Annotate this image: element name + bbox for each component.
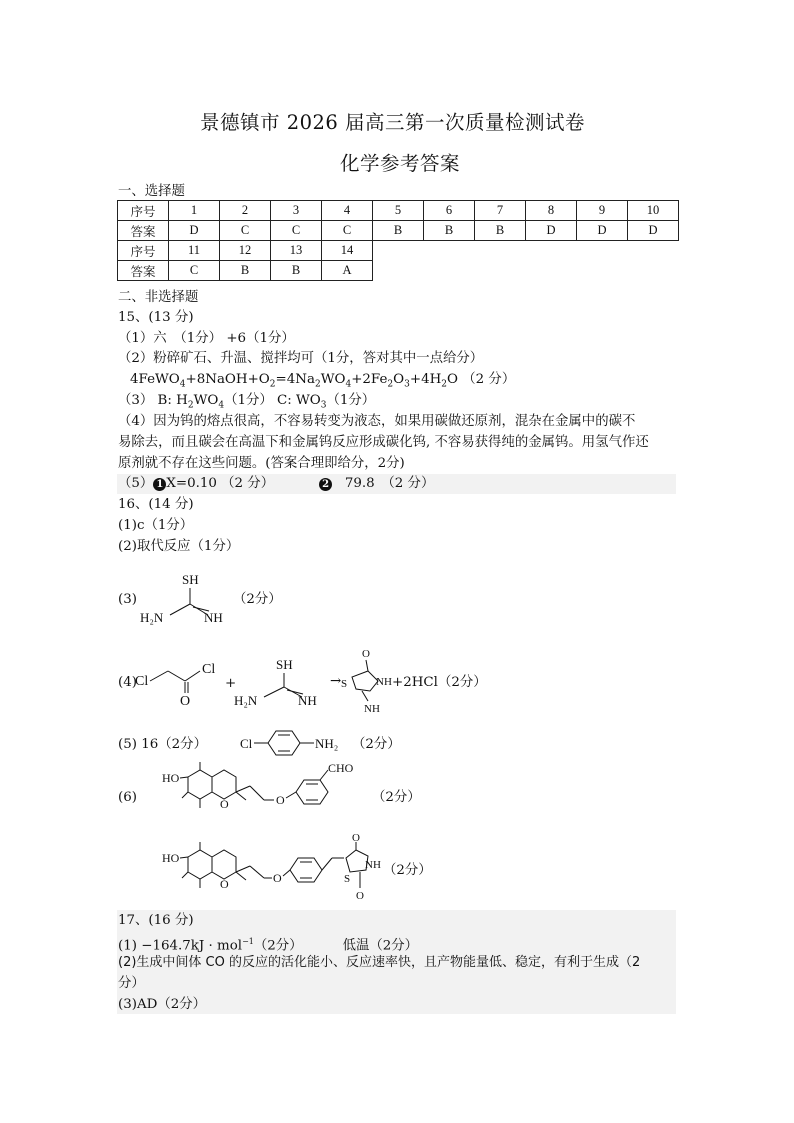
q16-part5-label: (5) 16（2分） (118, 737, 207, 752)
table-cell: A (322, 261, 373, 281)
table-cell: 6 (424, 201, 475, 221)
table-cell: 13 (271, 241, 322, 261)
table-row (118, 261, 679, 281)
table-cell: B (220, 261, 271, 281)
svg-text:O: O (273, 871, 282, 885)
q16-part7-score: （2分） (383, 863, 432, 878)
q15-line2: （2）粉碎矿石、升温、搅拌均可（1分，答对其中一点给分） (118, 351, 484, 366)
q16-part6-label: (6) (118, 790, 137, 805)
table-cell: 5 (373, 201, 424, 221)
circled-2-icon: 2 (319, 478, 332, 491)
svg-text:Cl: Cl (135, 674, 149, 689)
page-title: 景德镇市 2026 届高三第一次质量检测试卷 (200, 111, 586, 134)
thiourea-structure (234, 655, 334, 715)
svg-text:CHO: CHO (328, 761, 354, 775)
table-cell: C (169, 261, 220, 281)
table-cell: 答案 (118, 221, 169, 241)
q15-heading: 15、(13 分) (118, 310, 194, 325)
iminothiazolidinone-structure (338, 645, 398, 715)
svg-text:H₂N: H₂N (234, 693, 258, 708)
table-cell: C (322, 221, 373, 241)
q17-line2: (2)生成中间体 CO 的反应的活化能小、反应速率快，且产物能量低、稳定，有利于生成（2 (118, 955, 641, 970)
q16-part4-tail: +2HCl（2分） (392, 675, 487, 690)
svg-text:HO: HO (162, 851, 180, 865)
svg-text:S: S (341, 678, 348, 690)
table-cell: 序号 (118, 241, 169, 261)
page-subtitle: 化学参考答案 (340, 152, 461, 175)
table-row (118, 221, 679, 241)
table-row (118, 241, 679, 261)
table-cell: 1 (169, 201, 220, 221)
q17-line4: (3)AD（2分） (118, 997, 207, 1012)
table-cell: B (475, 221, 526, 241)
q15-equation: $4FeWO_4+8NaOH+O_2=4Na_2WO_4+2Fe_2O_3+4H_2O$ （2 分） (130, 372, 516, 390)
table-cell: B (271, 261, 322, 281)
svg-text:O: O (180, 694, 191, 709)
q17-line3: 分） (118, 976, 145, 991)
thiazolidinedione-product-structure (160, 832, 395, 902)
svg-text:NH: NH (204, 610, 223, 625)
svg-text:NH: NH (376, 676, 392, 688)
svg-text:O: O (220, 797, 229, 811)
table-cell: 11 (169, 241, 220, 261)
table-cell: 12 (220, 241, 271, 261)
thiourea-structure (140, 570, 240, 630)
svg-text:HO: HO (162, 771, 180, 785)
table-cell: 2 (220, 201, 271, 221)
reaction-arrow: → (330, 674, 342, 689)
q16-heading: 16、(14 分) (118, 497, 194, 512)
table-cell: 序号 (118, 201, 169, 221)
table-cell: D (577, 221, 628, 241)
chromane-aldehyde-structure (160, 762, 380, 824)
table-cell: 8 (526, 201, 577, 221)
svg-text:NH₂: NH₂ (315, 736, 339, 751)
table-cell: 9 (577, 201, 628, 221)
q16-line1: (1)c（1分） (118, 518, 194, 533)
answer-table (117, 200, 679, 281)
q17-line1: (1) −164.7kJ · mol$^{-1}$（2分） 低温（2分） (118, 937, 419, 954)
chloroacetyl-chloride-structure (130, 655, 225, 709)
q15-line7: 原剂就不存在这些问题。(答案合理即给分，2分) (118, 456, 405, 471)
q15-line1: （1）六 （1分） +6（1分） (118, 331, 295, 346)
q16-line2: (2)取代反应（1分） (118, 539, 240, 554)
table-cell: 4 (322, 201, 373, 221)
table-cell: C (220, 221, 271, 241)
q15-line6: 易除去，而且碳会在高温下和金属钨反应形成碳化钨, 不容易获得纯的金属钨。用氢气作还 (118, 435, 649, 450)
q16-part6-score: （2分） (372, 790, 421, 805)
table-cell: 3 (271, 201, 322, 221)
table-cell: C (271, 221, 322, 241)
table-cell: D (526, 221, 577, 241)
q16-part3-label: (3) (118, 592, 137, 607)
svg-text:NH: NH (365, 859, 381, 871)
q15-line8: （5） 1 X=0.10 （2 分） 2 79.8 （2 分） (118, 476, 435, 491)
chloroaniline-structure (240, 728, 350, 758)
section-heading-choice: 一、选择题 (118, 184, 185, 199)
section-heading-nonchoice: 二、非选择题 (118, 290, 199, 305)
svg-text:SH: SH (276, 657, 293, 672)
svg-text:NH: NH (364, 703, 380, 715)
q15-line4: （3） B: $H_2WO_4(1$分） C: $WO_3(1$分） (118, 393, 376, 411)
svg-text:Cl: Cl (202, 662, 216, 677)
svg-text:S: S (344, 873, 351, 885)
table-cell: 10 (628, 201, 679, 221)
svg-text:O: O (356, 890, 364, 902)
table-cell: 14 (322, 241, 373, 261)
svg-text:O: O (220, 877, 229, 891)
q16-part5-score: （2分） (352, 737, 401, 752)
q17-heading: 17、(16 分) (118, 913, 194, 928)
q16-part3-score: （2分） (233, 592, 282, 607)
svg-text:NH: NH (298, 693, 317, 708)
table-cell: B (424, 221, 475, 241)
table-cell: 答案 (118, 261, 169, 281)
svg-text:O: O (352, 832, 360, 844)
table-cell: 7 (475, 201, 526, 221)
table-cell: D (628, 221, 679, 241)
table-row (118, 201, 679, 221)
svg-text:O: O (276, 793, 285, 807)
svg-text:SH: SH (182, 572, 199, 587)
table-cell: D (169, 221, 220, 241)
table-cell: B (373, 221, 424, 241)
circled-1-icon: 1 (153, 478, 166, 491)
q15-line5: （4）因为钨的熔点很高，不容易转变为液态，如果用碳做还原剂，混杂在金属中的碳不 (118, 414, 636, 429)
plus-sign: + (225, 676, 237, 691)
q16-part4-label: (4) (118, 675, 137, 690)
svg-text:H₂N: H₂N (140, 610, 164, 625)
svg-text:O: O (362, 648, 370, 660)
svg-text:Cl: Cl (240, 736, 253, 751)
